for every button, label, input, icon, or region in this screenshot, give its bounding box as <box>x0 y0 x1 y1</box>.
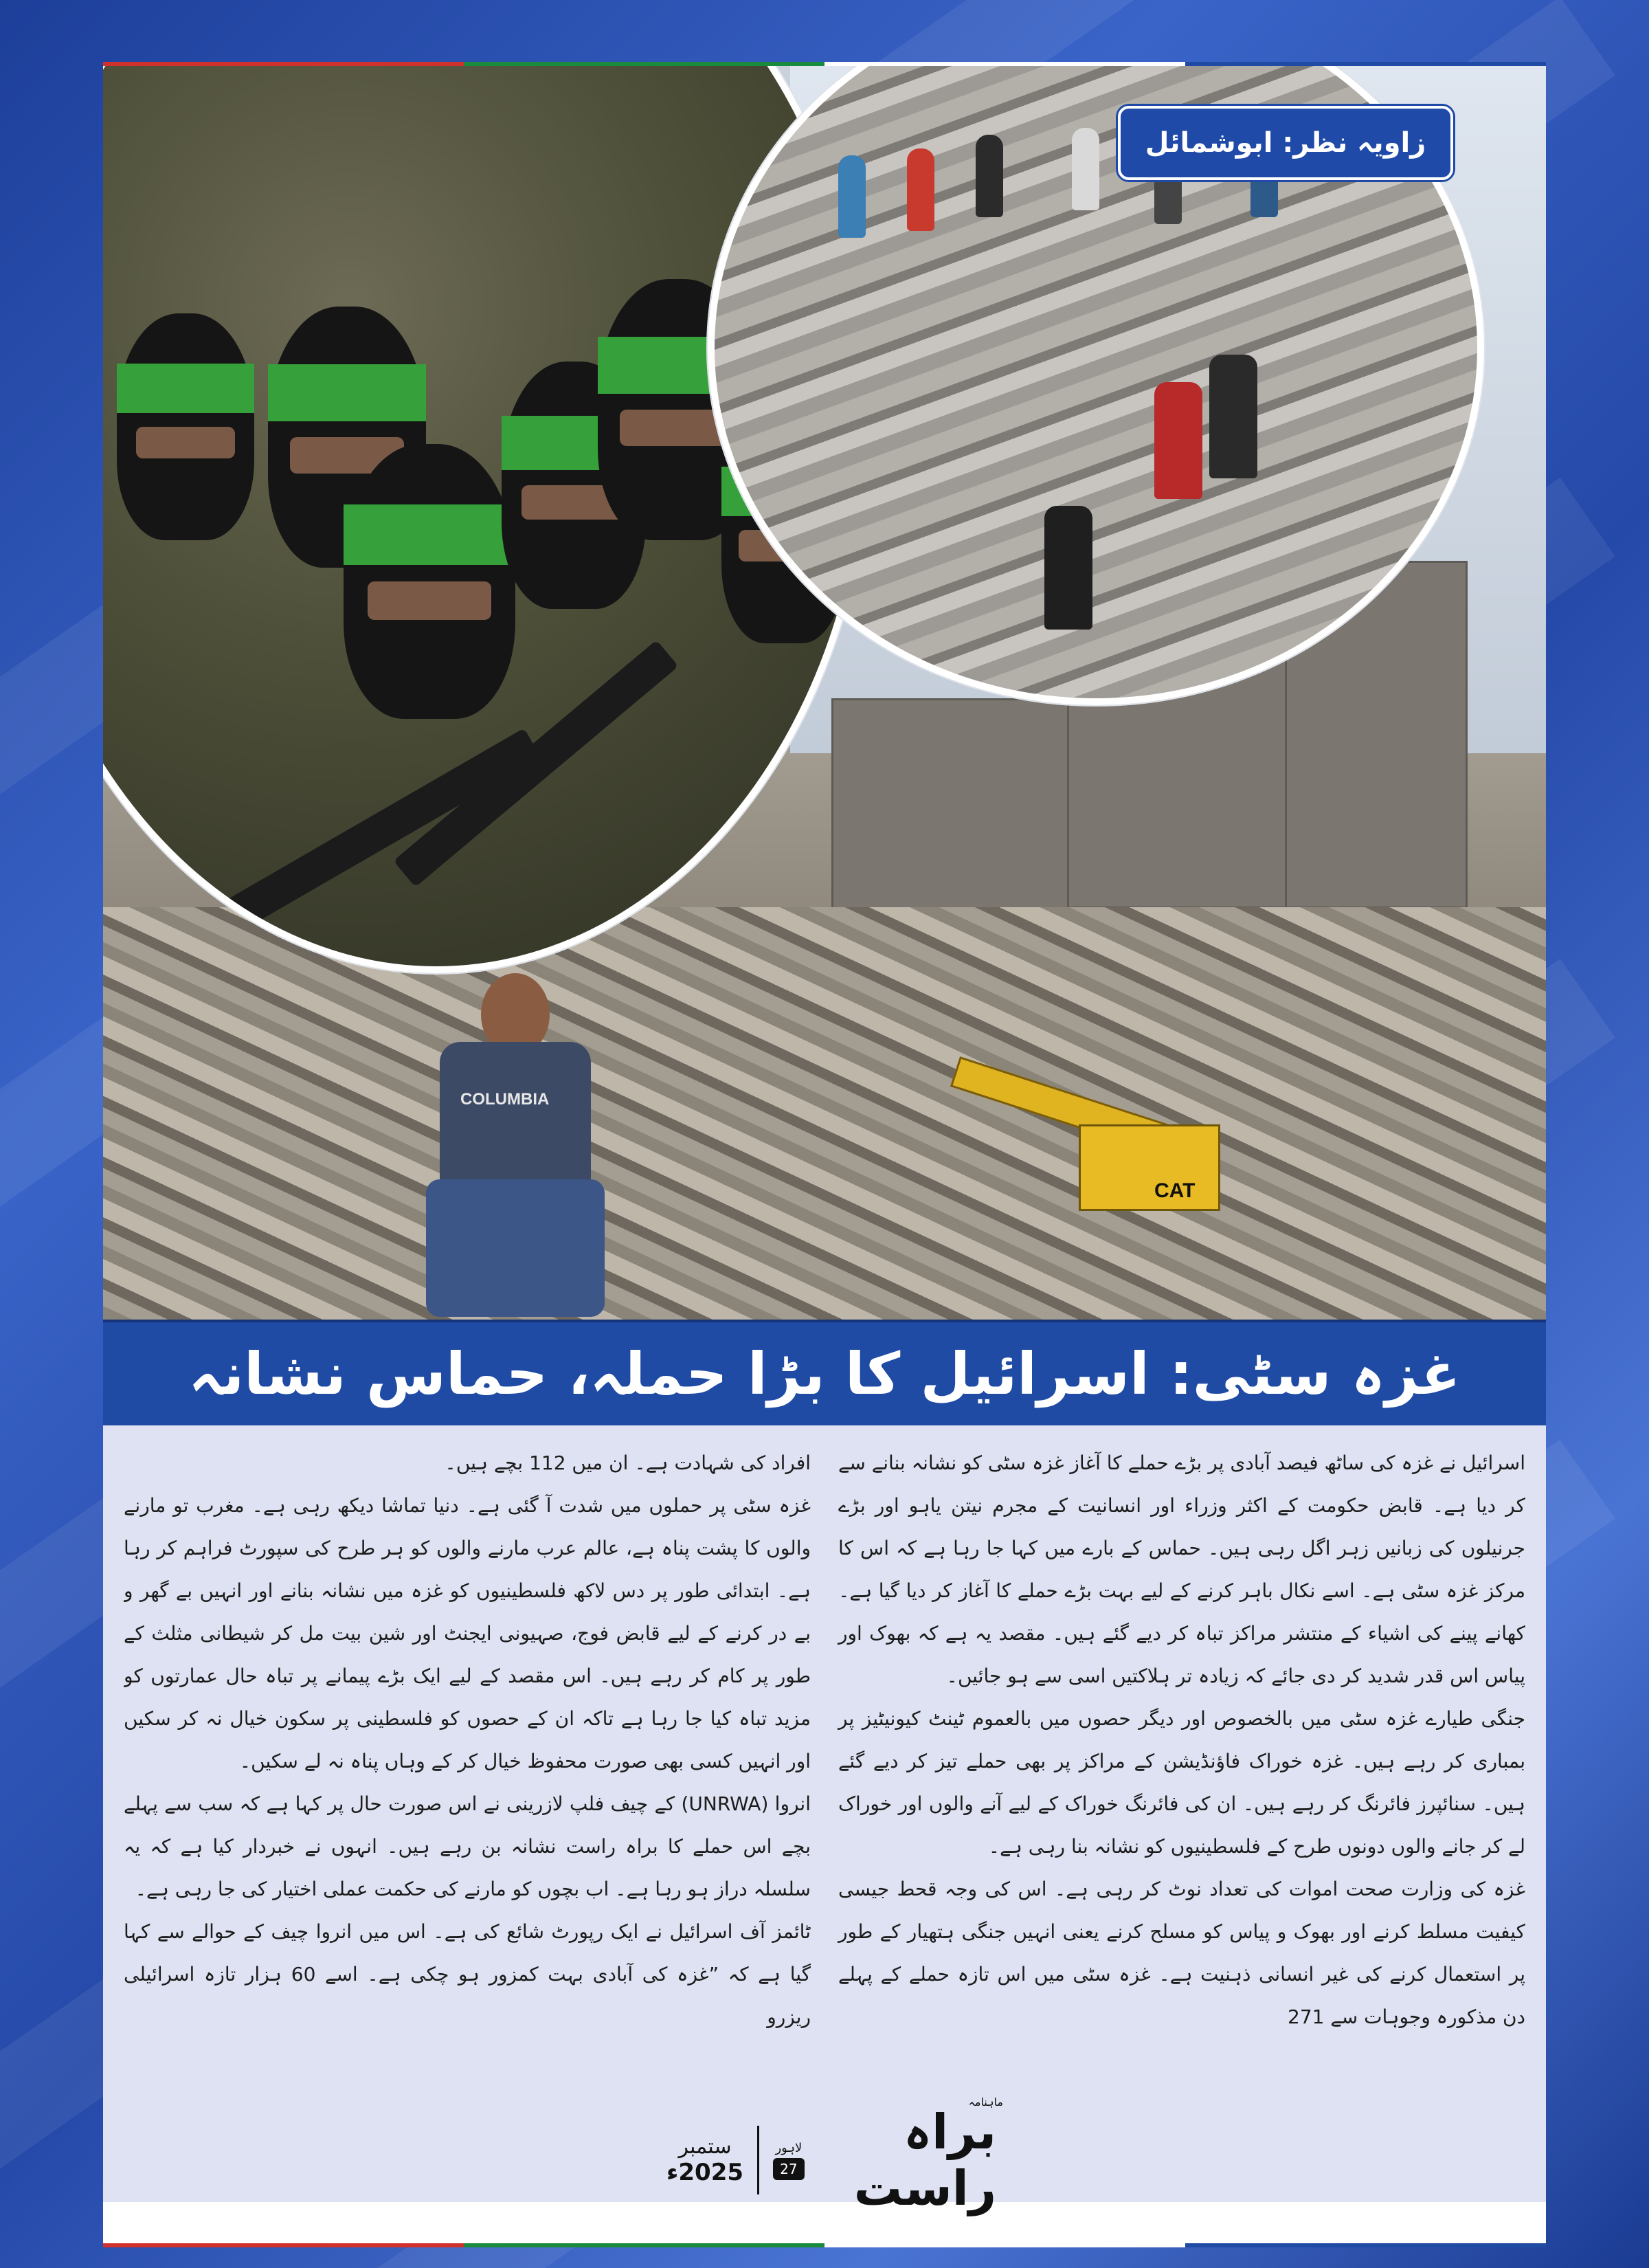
magazine-page <box>103 62 1546 2247</box>
person <box>976 135 1003 217</box>
bottom-color-strip <box>103 2243 1546 2247</box>
magazine-logo <box>818 2095 1003 2216</box>
issue-month: ستمبر <box>678 2134 732 2159</box>
logo-text: براہ راست <box>853 2104 996 2216</box>
paragraph: جنگی طیارے غزہ سٹی میں بالخصوص اور دیگر حصوں میں بالعموم ٹینٹ کیونیٹیز پر بمباری کر رہے ہیں۔ غزہ خوراک فاؤنڈیشن کے مراکز پر بھی حملے تیز کر دیے گئے ہیں۔ سنائپرز فائرنگ کر رہے ہیں۔ ان کی فائرنگ خوراک کے لیے آنے والوں اور خوراک لے کر جانے والوں دونوں طرح کے فلسطینیوں کو نشانہ بنا رہی ہے۔ <box>838 1707 1525 1858</box>
issue-date <box>666 2135 743 2186</box>
person <box>1154 382 1202 499</box>
masked-fighter <box>344 444 515 719</box>
person <box>1044 506 1092 630</box>
paragraph: اسرائیل نے غزہ کی ساٹھ فیصد آبادی پر بڑے حملے کا آغاز غزہ سٹی کو نشانہ بنانے سے کر دیا ہے۔ قابض حکومت کے اکثر وزراء اور انسانیت کے مجرم نیتن یاہو اور بڑے جرنیلوں کی زبانیں زہر اگل رہی ہیں۔ حماس کے بارے میں کہا جا رہا ہے کہ اس کا مرکز غزہ سٹی ہے۔ اسے نکال باہر کرنے کے لیے بہت بڑے حملے کا آغاز کر دیا گیا ہے۔ کھانے پینے کی اشیاء کے منتشر مراکز تباہ کر دیے گئے ہیں۔ مقصد یہ ہے کہ بھوک اور پیاس اس قدر شدید کر دی جائے کہ زیادہ تر ہلاکتیں اسی سے ہو جائیں۔ <box>838 1452 1525 1687</box>
person <box>907 148 934 231</box>
paragraph: غزہ کی وزارت صحت اموات کی تعداد نوٹ کر رہی ہے۔ اس کی وجہ قحط جیسی کیفیت مسلط کرنے اور بھوک و پیاس کو مسلح کرنے یعنی انہیں جنگی ہتھیار کے طور پر استعمال کرنے کی غیر انسانی ذہنیت ہے۔ غزہ سٹی میں اس تازہ حملے کے پہلے دن مذکورہ وجوہات سے 271 <box>838 1878 1525 2028</box>
paragraph: افراد کی شہادت ہے۔ ان میں 112 بچے ہیں۔ <box>445 1452 811 1474</box>
footer-divider <box>757 2126 759 2194</box>
page-number: 27 <box>773 2158 805 2180</box>
logo-tag: ماہنامہ <box>968 2095 1003 2109</box>
masked-fighter <box>117 313 254 540</box>
seated-man <box>399 973 625 1317</box>
person <box>1209 355 1257 478</box>
excavator-label: CAT <box>1154 1179 1196 1202</box>
paragraph: انروا (UNRWA) کے چیف فلپ لازرینی نے اس صورت حال پر کہا ہے کہ سب سے پہلے بچے اس حملے کا براہ راست نشانہ بن رہے ہیں۔ انہوں نے خبردار کیا ہے کہ یہ سلسلہ دراز ہو رہا ہے۔ اب بچوں کو مارنے کی حکمت عملی اختیار کی جا رہی ہے۔ <box>124 1792 811 1900</box>
author-badge: زاویہ نظر: ابوشمائل <box>1118 106 1453 180</box>
cover-photo-collage <box>103 66 1546 1320</box>
city-label: لاہور <box>775 2140 803 2155</box>
headline: غزہ سٹی: اسرائیل کا بڑا حملہ، حماس نشانہ <box>188 1340 1461 1408</box>
rubble-field <box>103 907 1546 1320</box>
person <box>1072 128 1099 210</box>
paragraph: ٹائمز آف اسرائیل نے ایک رپورٹ شائع کی ہے۔ اس میں انروا چیف کے حوالے سے کہا گیا ہے کہ ”غزہ کی آبادی بہت کمزور ہو چکی ہے۔ اسے 60 ہزار تازہ اسرائیلی ریزرو <box>124 1920 811 2028</box>
ruined-building <box>831 698 1069 936</box>
page-info <box>773 2141 805 2180</box>
issue-year: 2025ء <box>666 2158 744 2186</box>
paragraph: غزہ سٹی پر حملوں میں شدت آ گئی ہے۔ دنیا تماشا دیکھ رہی ہے۔ مغرب تو مارنے والوں کا پشت پناہ ہے، عالم عرب مارنے والوں کو ہر طرح کی سپورٹ فراہم کر رہا ہے۔ ابتدائی طور پر دس لاکھ فلسطینیوں کو غزہ میں نشانہ بنانے اور انہیں بے گھر و بے در کرنے کے لیے قابض فوج، صہیونی ایجنٹ اور شین بیت مل کر شیطانی مثلث کے طور پر کام کر رہے ہیں۔ اس مقصد کے لیے ایک بڑے پیمانے پر تباہ حال عمارتوں کو مزید تباہ کیا جا رہا ہے تاکہ ان کے حصوں کو فلسطینی پر سکون خیال نہ کر سکیں اور انہیں کسی بھی صورت محفوظ خیال کر کے وہاں پناہ نہ لے سکیں۔ <box>124 1494 811 1772</box>
shirt-text: COLUMBIA <box>460 1090 550 1109</box>
article-column-right <box>838 1442 1525 2038</box>
headline-bar <box>103 1320 1546 1428</box>
rifle <box>214 728 541 936</box>
article-body <box>103 1425 1546 2202</box>
excavator <box>928 1042 1216 1221</box>
page-footer-masthead <box>666 2095 1003 2216</box>
person <box>838 155 866 238</box>
article-column-left <box>124 1442 811 2060</box>
